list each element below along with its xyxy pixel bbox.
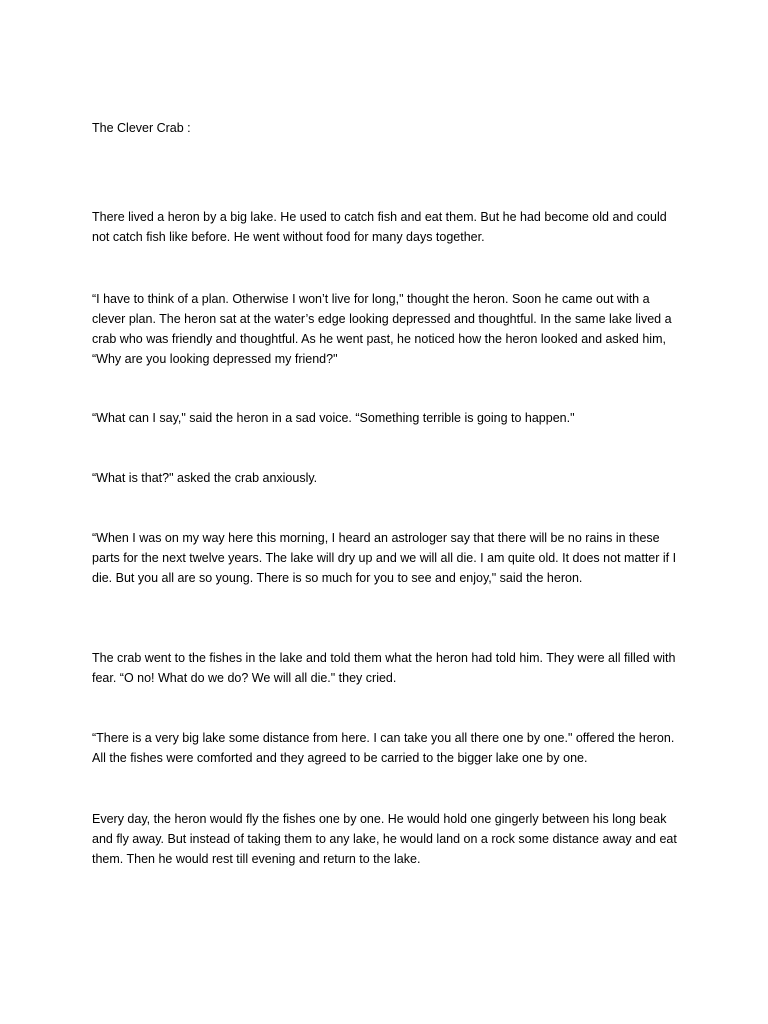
document-title: The Clever Crab : xyxy=(92,121,191,135)
paragraph: The crab went to the fishes in the lake and told them what the heron had told him. They were all filled with fear. “O no! What do we do? We will all die." they cried. xyxy=(92,651,676,685)
paragraph: Every day, the heron would fly the fishes one by one. He would hold one gingerly between his long beak and fly away. But instead of taking them to any lake, he would land on a rock some distance away and eat them. Then he would rest till evening and return to the lake. xyxy=(92,812,677,866)
paragraph: “When I was on my way here this morning, I heard an astrologer say that there will be no rains in these parts for the next twelve years. The lake will dry up and we will all die. I am quite old. It does not matter if I die. But you all are so young. There is so much for you to see and enjoy," said the heron. xyxy=(92,531,677,585)
paragraph: “I have to think of a plan. Otherwise I won’t live for long," thought the heron. Soon he came out with a clever plan. The heron sat at the water’s edge looking depressed and thoughtful. In the same lake lived a crab who was friendly and thoughtful. As he went past, he noticed how the heron looked and asked him, “Why are you looking depressed my friend?" xyxy=(92,292,672,366)
paragraph: There lived a heron by a big lake. He used to catch fish and eat them. But he had become old and could not catch fish like before. He went without food for many days together. xyxy=(92,210,667,244)
paragraph: “What is that?" asked the crab anxiously. xyxy=(92,471,318,485)
paragraph: “There is a very big lake some distance from here. I can take you all there one by one." offered the heron. All the fishes were comforted and they agreed to be carried to the bigger lake one by one. xyxy=(92,731,675,765)
paragraph: “What can I say," said the heron in a sad voice. “Something terrible is going to happen." xyxy=(92,411,575,425)
